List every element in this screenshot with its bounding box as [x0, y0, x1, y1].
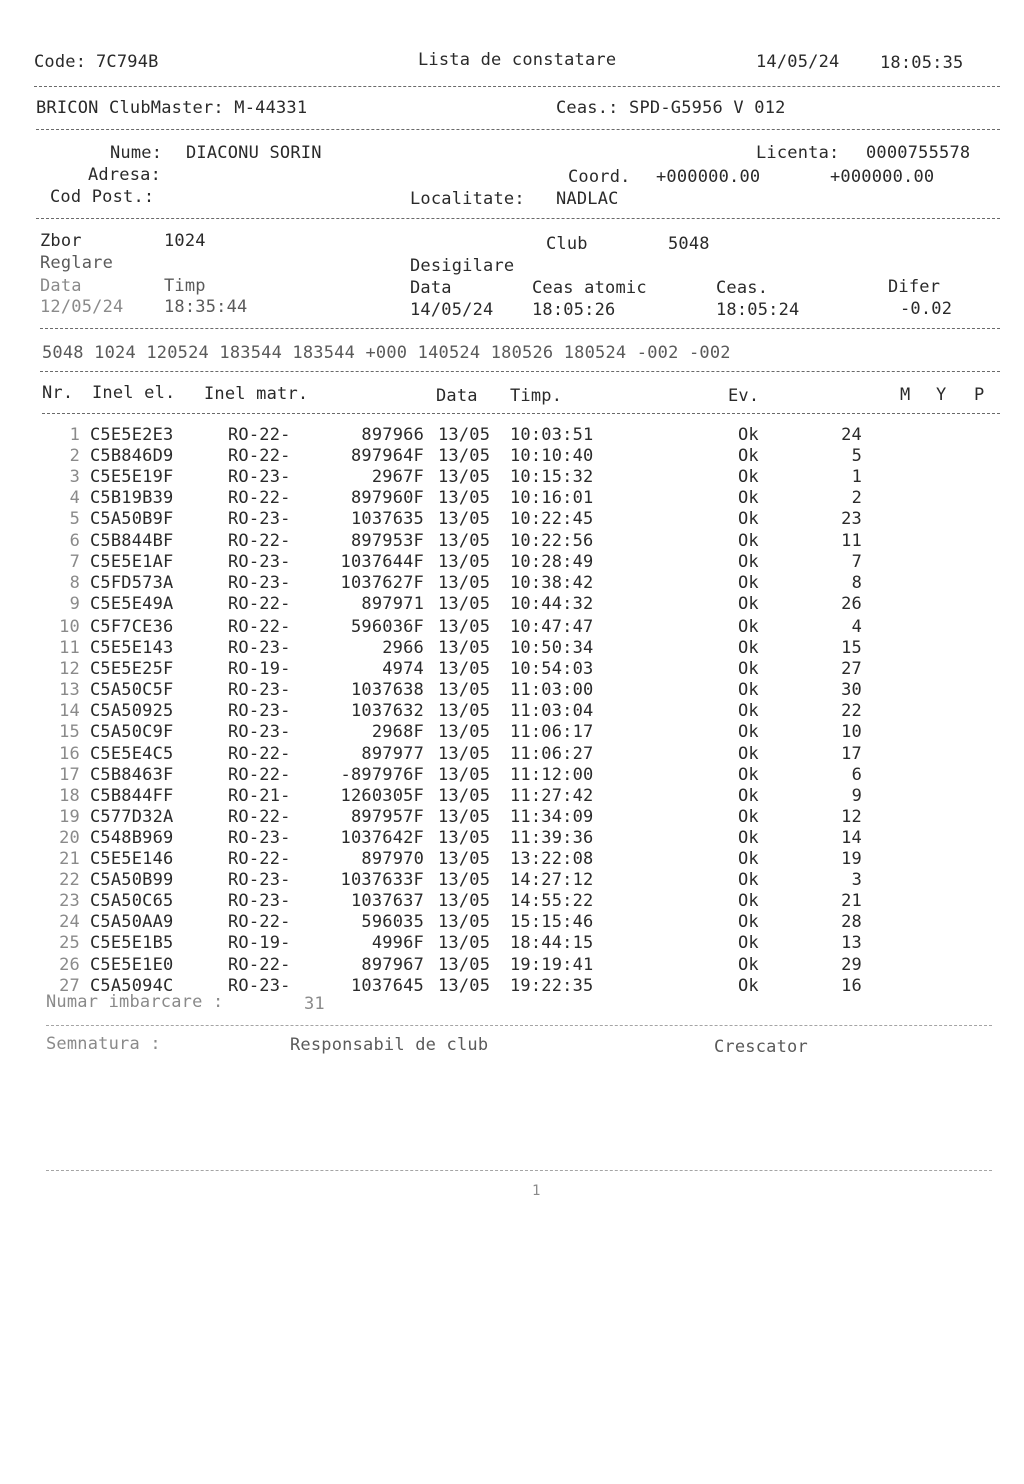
- document-title: Lista de constatare: [418, 50, 617, 70]
- arrival-time: 11:34:09: [510, 806, 594, 827]
- electronic-ring: C5B8463F: [90, 764, 174, 785]
- row-number: 14: [59, 701, 80, 722]
- ring-prefix: RO-21-: [228, 785, 291, 806]
- arrival-time: 11:03:04: [510, 701, 594, 722]
- electronic-ring: C5B844FF: [90, 785, 174, 806]
- ring-number: 596036F: [350, 616, 424, 637]
- licenta-label: Licenta:: [756, 143, 840, 163]
- ring-prefix: RO-23-: [228, 870, 291, 891]
- arrival-time: 10:38:42: [510, 572, 594, 593]
- coord-label: Coord.: [568, 167, 631, 187]
- arrival-date: 13/05: [438, 446, 491, 467]
- reglare-time-label: Timp: [164, 276, 206, 296]
- position: 7: [851, 551, 862, 572]
- electronic-ring: C5E5E19F: [90, 467, 174, 488]
- row-number: 17: [59, 764, 80, 785]
- arrival-time: 11:06:17: [510, 722, 594, 743]
- arrival-date: 13/05: [438, 467, 491, 488]
- event-status: Ok: [738, 680, 759, 701]
- electronic-ring: C5A50C5F: [90, 680, 174, 701]
- row-number: 13: [59, 680, 80, 701]
- arrival-date: 13/05: [438, 551, 491, 572]
- row-number: 6: [69, 530, 80, 551]
- event-status: Ok: [738, 593, 759, 614]
- ring-prefix: RO-23-: [228, 827, 291, 848]
- event-status: Ok: [738, 572, 759, 593]
- event-status: Ok: [738, 912, 759, 933]
- separator: [42, 413, 1000, 414]
- col-y-header: Y: [936, 385, 947, 405]
- arrival-time: 11:06:27: [510, 743, 594, 764]
- arrival-date: 13/05: [438, 975, 491, 996]
- position: 11: [841, 530, 862, 551]
- arrival-time: 10:54:03: [510, 659, 594, 680]
- arrival-date: 13/05: [438, 572, 491, 593]
- event-status: Ok: [738, 616, 759, 637]
- row-number: 9: [69, 593, 80, 614]
- ring-prefix: RO-22-: [228, 912, 291, 933]
- col-ev-header: Ev.: [728, 386, 760, 406]
- position: 24: [841, 425, 862, 445]
- ring-prefix: RO-22-: [228, 743, 291, 764]
- reglare-date: 12/05/24: [40, 297, 124, 317]
- position: 22: [841, 701, 862, 722]
- ring-number: 1037632: [350, 701, 424, 722]
- event-status: Ok: [738, 509, 759, 530]
- coord-x: +000000.00: [656, 167, 761, 187]
- ring-number: 1037633F: [340, 870, 424, 891]
- arrival-time: 11:12:00: [510, 764, 594, 785]
- ring-number: 897971: [361, 593, 424, 614]
- code-value: 7C794B: [96, 52, 159, 72]
- ring-prefix: RO-23-: [228, 509, 291, 530]
- row-number: 19: [59, 806, 80, 827]
- arrival-date: 13/05: [438, 509, 491, 530]
- arrival-date: 13/05: [438, 764, 491, 785]
- separator: [46, 1025, 992, 1026]
- row-number: 26: [59, 954, 80, 975]
- arrival-date: 13/05: [438, 785, 491, 806]
- position: 26: [841, 593, 862, 614]
- imbarcare-value: 31: [304, 994, 325, 1014]
- position: 30: [841, 680, 862, 701]
- arrival-date: 13/05: [438, 616, 491, 637]
- row-number: 7: [69, 551, 80, 572]
- row-number: 15: [59, 722, 80, 743]
- row-number: 12: [59, 659, 80, 680]
- arrival-date: 13/05: [438, 870, 491, 891]
- ceas-atomic-label: Ceas atomic: [532, 278, 647, 298]
- zbor-value: 1024: [164, 231, 206, 251]
- electronic-ring: C5B846D9: [90, 446, 174, 467]
- row-number: 20: [59, 827, 80, 848]
- reglare-label: Reglare: [40, 253, 114, 273]
- electronic-ring: C5E5E1AF: [90, 551, 174, 572]
- ring-prefix: RO-23-: [228, 572, 291, 593]
- coord-y: +000000.00: [830, 167, 935, 187]
- event-status: Ok: [738, 638, 759, 658]
- col-inel-matr-header: Inel matr.: [204, 384, 309, 404]
- ring-number: 1037627F: [340, 572, 424, 593]
- electronic-ring: C5E5E1E0: [90, 954, 174, 975]
- event-status: Ok: [738, 849, 759, 869]
- desigilare-date-label: Data: [410, 278, 452, 298]
- event-status: Ok: [738, 806, 759, 827]
- event-status: Ok: [738, 446, 759, 467]
- ring-number: 897957F: [350, 806, 424, 827]
- ring-prefix: RO-22-: [228, 954, 291, 975]
- electronic-ring: C5B19B39: [90, 488, 174, 509]
- ring-prefix: RO-23-: [228, 680, 291, 701]
- reglare-time: 18:35:44: [164, 297, 248, 317]
- col-nr-header: Nr.: [42, 383, 74, 403]
- electronic-ring: C5FD573A: [90, 572, 174, 593]
- electronic-ring: C5E5E146: [90, 849, 174, 869]
- ring-number: 1037637: [350, 891, 424, 912]
- position: 3: [851, 870, 862, 891]
- responsabil-label: Responsabil de club: [290, 1035, 489, 1055]
- ceas-time: 18:05:24: [716, 300, 800, 320]
- event-status: Ok: [738, 488, 759, 509]
- event-status: Ok: [738, 870, 759, 891]
- electronic-ring: C5A5094C: [90, 975, 174, 996]
- arrival-time: 10:16:01: [510, 488, 594, 509]
- position: 6: [851, 764, 862, 785]
- cod-post-label: Cod Post.:: [50, 187, 155, 207]
- arrival-date: 13/05: [438, 849, 491, 869]
- event-status: Ok: [738, 827, 759, 848]
- electronic-ring: C5E5E2E3: [90, 425, 174, 445]
- event-status: Ok: [738, 659, 759, 680]
- arrival-date: 13/05: [438, 933, 491, 954]
- ring-number: 897960F: [350, 488, 424, 509]
- nume-label: Nume:: [110, 143, 163, 163]
- arrival-time: 14:55:22: [510, 891, 594, 912]
- col-timp-header: Timp.: [510, 386, 563, 406]
- separator: [34, 86, 1000, 87]
- arrival-time: 10:22:45: [510, 509, 594, 530]
- ring-number: 897977: [361, 743, 424, 764]
- ring-prefix: RO-22-: [228, 806, 291, 827]
- row-number: 2: [69, 446, 80, 467]
- club-label: Club: [546, 234, 588, 254]
- ring-number: 897967: [361, 954, 424, 975]
- event-status: Ok: [738, 467, 759, 488]
- arrival-time: 10:03:51: [510, 425, 594, 445]
- ring-number: 1037635: [350, 509, 424, 530]
- position: 23: [841, 509, 862, 530]
- zbor-label: Zbor: [40, 231, 82, 251]
- row-number: 1: [69, 425, 80, 445]
- position: 21: [841, 891, 862, 912]
- arrival-date: 13/05: [438, 530, 491, 551]
- event-status: Ok: [738, 785, 759, 806]
- semnatura-label: Semnatura :: [46, 1034, 161, 1054]
- arrival-time: 19:19:41: [510, 954, 594, 975]
- licenta-value: 0000755578: [866, 143, 971, 163]
- separator: [36, 218, 1000, 219]
- position: 1: [851, 467, 862, 488]
- ring-number: 1260305F: [340, 785, 424, 806]
- ring-number: 897964F: [350, 446, 424, 467]
- position: 14: [841, 827, 862, 848]
- adresa-label: Adresa:: [88, 165, 162, 185]
- ring-number: 2966: [382, 638, 424, 658]
- club-value: 5048: [668, 234, 710, 254]
- event-status: Ok: [738, 530, 759, 551]
- arrival-date: 13/05: [438, 722, 491, 743]
- position: 9: [851, 785, 862, 806]
- position: 27: [841, 659, 862, 680]
- separator: [46, 1170, 992, 1171]
- arrival-time: 10:50:34: [510, 638, 594, 658]
- ring-prefix: RO-23-: [228, 551, 291, 572]
- arrival-time: 10:47:47: [510, 616, 594, 637]
- ring-prefix: RO-22-: [228, 764, 291, 785]
- position: 28: [841, 912, 862, 933]
- print-time: 18:05:35: [880, 53, 964, 73]
- localitate-label: Localitate:: [410, 189, 525, 209]
- col-inel-el-header: Inel el.: [92, 383, 176, 403]
- position: 19: [841, 849, 862, 869]
- page-number: 1: [532, 1183, 541, 1199]
- reglare-date-label: Data: [40, 276, 82, 296]
- ring-prefix: RO-19-: [228, 659, 291, 680]
- event-status: Ok: [738, 425, 759, 445]
- ring-prefix: RO-22-: [228, 849, 291, 869]
- position: 16: [841, 975, 862, 996]
- desigilare-date: 14/05/24: [410, 300, 494, 320]
- arrival-time: 10:28:49: [510, 551, 594, 572]
- clubmaster-id: BRICON ClubMaster: M-44331: [36, 98, 308, 118]
- event-status: Ok: [738, 743, 759, 764]
- row-number: 16: [59, 743, 80, 764]
- position: 2: [851, 488, 862, 509]
- event-status: Ok: [738, 954, 759, 975]
- row-number: 27: [59, 975, 80, 996]
- position: 5: [851, 446, 862, 467]
- localitate-value: NADLAC: [556, 189, 619, 209]
- row-number: 22: [59, 870, 80, 891]
- position: 12: [841, 806, 862, 827]
- ceas-label: Ceas.: [716, 278, 769, 298]
- arrival-time: 10:22:56: [510, 530, 594, 551]
- position: 15: [841, 638, 862, 658]
- imbarcare-label: Numar imbarcare :: [46, 992, 224, 1012]
- electronic-ring: C5E5E1B5: [90, 933, 174, 954]
- arrival-date: 13/05: [438, 638, 491, 658]
- arrival-date: 13/05: [438, 659, 491, 680]
- electronic-ring: C5B844BF: [90, 530, 174, 551]
- event-status: Ok: [738, 933, 759, 954]
- arrival-time: 19:22:35: [510, 975, 594, 996]
- separator: [36, 129, 1000, 130]
- atomic-time: 18:05:26: [532, 300, 616, 320]
- code-label: Code:: [34, 52, 87, 72]
- ring-number: -897976F: [340, 764, 424, 785]
- arrival-date: 13/05: [438, 701, 491, 722]
- arrival-time: 11:39:36: [510, 827, 594, 848]
- position: 13: [841, 933, 862, 954]
- col-m-header: M: [900, 385, 911, 405]
- row-number: 4: [69, 488, 80, 509]
- electronic-ring: C5E5E143: [90, 638, 174, 658]
- ring-prefix: RO-23-: [228, 638, 291, 658]
- coded-summary-line: 5048 1024 120524 183544 183544 +000 140524 180526 180524 -002 -002: [42, 343, 731, 363]
- ring-number: 1037638: [350, 680, 424, 701]
- col-p-header: P: [974, 385, 985, 405]
- position: 29: [841, 954, 862, 975]
- electronic-ring: C5E5E49A: [90, 593, 174, 614]
- event-status: Ok: [738, 764, 759, 785]
- arrival-date: 13/05: [438, 954, 491, 975]
- row-number: 24: [59, 912, 80, 933]
- arrival-time: 15:15:46: [510, 912, 594, 933]
- clock-id: Ceas.: SPD-G5956 V 012: [556, 98, 786, 118]
- electronic-ring: C548B969: [90, 827, 174, 848]
- separator: [40, 371, 1000, 372]
- ring-number: 1037642F: [340, 827, 424, 848]
- ring-prefix: RO-22-: [228, 488, 291, 509]
- arrival-date: 13/05: [438, 827, 491, 848]
- position: 8: [851, 572, 862, 593]
- ring-number: 2967F: [371, 467, 424, 488]
- arrival-time: 11:27:42: [510, 785, 594, 806]
- electronic-ring: C5F7CE36: [90, 616, 174, 637]
- event-status: Ok: [738, 551, 759, 572]
- ring-number: 897966: [361, 425, 424, 445]
- electronic-ring: C5E5E4C5: [90, 743, 174, 764]
- ring-number: 596035: [361, 912, 424, 933]
- print-date: 14/05/24: [756, 52, 840, 72]
- arrival-date: 13/05: [438, 891, 491, 912]
- event-status: Ok: [738, 722, 759, 743]
- ring-prefix: RO-23-: [228, 975, 291, 996]
- ring-number: 2968F: [371, 722, 424, 743]
- crescator-label: Crescator: [714, 1037, 808, 1057]
- ring-prefix: RO-23-: [228, 891, 291, 912]
- ring-prefix: RO-19-: [228, 933, 291, 954]
- ring-number: 1037644F: [340, 551, 424, 572]
- row-number: 5: [69, 509, 80, 530]
- row-number: 8: [69, 572, 80, 593]
- row-number: 21: [59, 849, 80, 869]
- electronic-ring: C577D32A: [90, 806, 174, 827]
- arrival-time: 10:15:32: [510, 467, 594, 488]
- ring-prefix: RO-22-: [228, 530, 291, 551]
- arrival-time: 18:44:15: [510, 933, 594, 954]
- col-data-header: Data: [436, 386, 478, 406]
- event-status: Ok: [738, 701, 759, 722]
- row-number: 11: [59, 638, 80, 658]
- row-number: 25: [59, 933, 80, 954]
- arrival-date: 13/05: [438, 680, 491, 701]
- owner-name: DIACONU SORIN: [186, 143, 322, 163]
- separator: [40, 328, 1000, 329]
- difer-label: Difer: [888, 277, 941, 297]
- position: 4: [851, 616, 862, 637]
- row-number: 18: [59, 785, 80, 806]
- event-status: Ok: [738, 891, 759, 912]
- arrival-date: 13/05: [438, 743, 491, 764]
- ring-prefix: RO-22-: [228, 446, 291, 467]
- arrival-time: 10:44:32: [510, 593, 594, 614]
- row-number: 3: [69, 467, 80, 488]
- arrival-date: 13/05: [438, 806, 491, 827]
- arrival-date: 13/05: [438, 425, 491, 445]
- row-number: 23: [59, 891, 80, 912]
- electronic-ring: C5A50925: [90, 701, 174, 722]
- arrival-time: 10:10:40: [510, 446, 594, 467]
- electronic-ring: C5A50B99: [90, 870, 174, 891]
- desigilare-label: Desigilare: [410, 256, 515, 276]
- ring-prefix: RO-22-: [228, 593, 291, 614]
- electronic-ring: C5A50C65: [90, 891, 174, 912]
- ring-prefix: RO-23-: [228, 467, 291, 488]
- difer-value: -0.02: [900, 299, 953, 319]
- ring-prefix: RO-22-: [228, 616, 291, 637]
- arrival-time: 11:03:00: [510, 680, 594, 701]
- ring-number: 1037645: [350, 975, 424, 996]
- arrival-date: 13/05: [438, 488, 491, 509]
- ring-number: 4996F: [371, 933, 424, 954]
- ring-number: 897970: [361, 849, 424, 869]
- arrival-time: 14:27:12: [510, 870, 594, 891]
- electronic-ring: C5A50C9F: [90, 722, 174, 743]
- position: 17: [841, 743, 862, 764]
- ring-number: 4974: [382, 659, 424, 680]
- arrival-time: 13:22:08: [510, 849, 594, 869]
- event-status: Ok: [738, 975, 759, 996]
- electronic-ring: C5E5E25F: [90, 659, 174, 680]
- ring-prefix: RO-23-: [228, 701, 291, 722]
- row-number: 10: [59, 616, 80, 637]
- arrival-date: 13/05: [438, 593, 491, 614]
- electronic-ring: C5A50B9F: [90, 509, 174, 530]
- electronic-ring: C5A50AA9: [90, 912, 174, 933]
- ring-prefix: RO-23-: [228, 722, 291, 743]
- ring-number: 897953F: [350, 530, 424, 551]
- arrival-date: 13/05: [438, 912, 491, 933]
- position: 10: [841, 722, 862, 743]
- ring-prefix: RO-22-: [228, 425, 291, 445]
